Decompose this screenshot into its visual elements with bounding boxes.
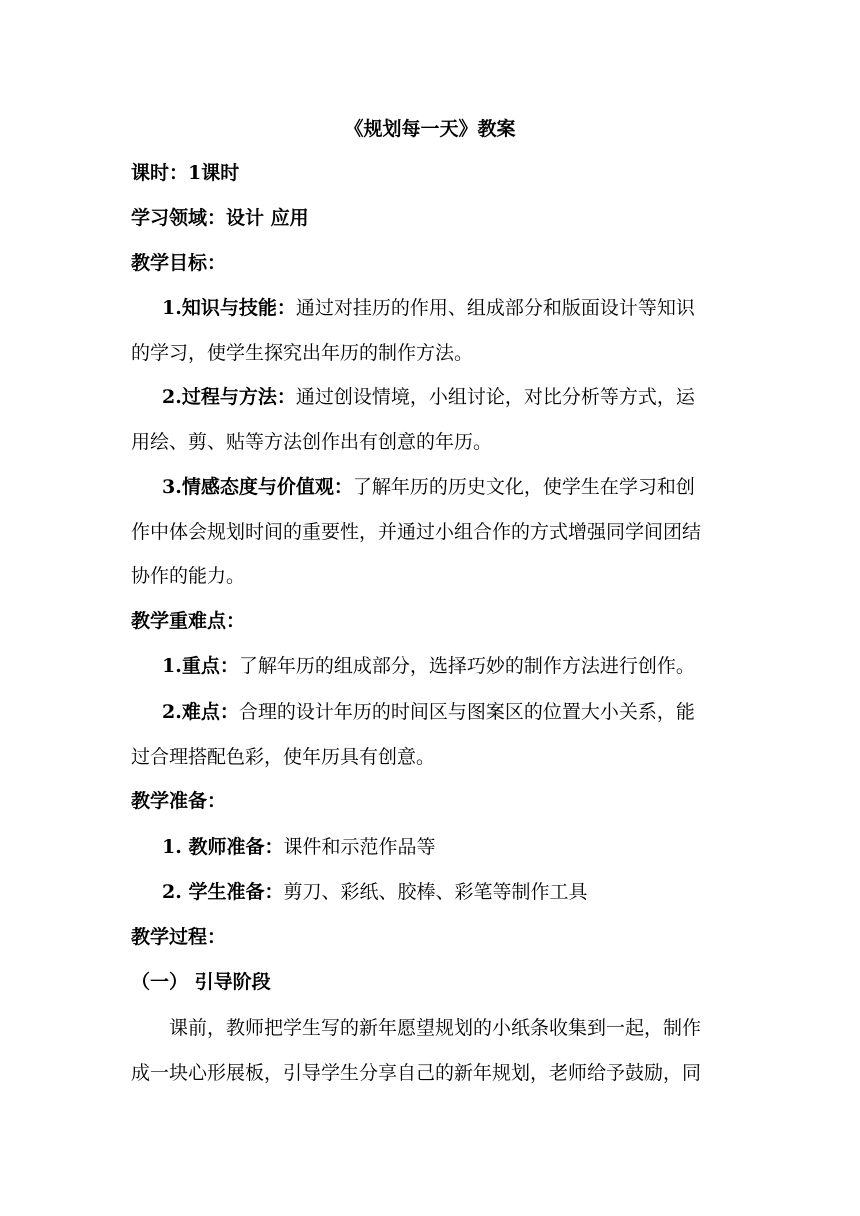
key-point-2-line-2: 过合理搭配色彩，使年历具有创意。: [131, 746, 436, 768]
objective-2-label: 2.过程与方法：: [162, 386, 296, 408]
objective-1-line-2: 的学习，使学生探究出年历的制作方法。: [131, 342, 474, 364]
learning-domain: 学习领域：设计 应用: [131, 207, 309, 229]
class-hours: 课时：1课时: [131, 162, 240, 184]
objective-1-text: 通过对挂历的作用、组成部分和版面设计等知识: [295, 297, 695, 319]
key-point-2-label: 2.难点：: [162, 701, 239, 723]
objective-1-label: 1.知识与技能：: [162, 297, 296, 319]
preparation-student-label: 2. 学生准备：: [162, 881, 284, 903]
stage-1-heading: （一） 引导阶段: [131, 971, 271, 993]
objective-3-line-3: 协作的能力。: [131, 565, 246, 587]
key-point-1: [162, 654, 730, 678]
objectives-heading: 教学目标：: [131, 252, 227, 274]
objective-3-text: 了解年历的历史文化，使学生在学习和创: [352, 476, 695, 498]
preparation-teacher-label: 1. 教师准备：: [162, 836, 284, 858]
preparation-student-text: 剪刀、彩纸、胶棒、彩笔等制作工具: [283, 881, 588, 903]
document-title: 《规划每一天》教案: [344, 118, 516, 140]
stage-1-line-2: 成一块心形展板，引导学生分享自己的新年规划，老师给予鼓励，同: [131, 1062, 702, 1084]
objective-1-line-1: [162, 296, 730, 320]
preparation-student: [162, 880, 730, 904]
objective-3-line-2: 作中体会规划时间的重要性，并通过小组合作的方式增强同学间团结: [131, 521, 702, 543]
preparation-heading: 教学准备：: [131, 790, 227, 812]
process-heading: 教学过程：: [131, 926, 227, 948]
key-point-1-label: 1.重点：: [162, 655, 239, 677]
objective-2-line-1: [162, 385, 730, 409]
key-points-heading: 教学重难点：: [131, 610, 246, 632]
key-point-2-text: 合理的设计年历的时间区与图案区的位置大小关系，能: [238, 701, 695, 723]
objective-2-text: 通过创设情境，小组讨论，对比分析等方式，运: [295, 386, 695, 408]
stage-1-line-1: 课前，教师把学生写的新年愿望规划的小纸条收集到一起，制作: [169, 1017, 702, 1039]
key-point-1-text: 了解年历的组成部分，选择巧妙的制作方法进行创作。: [238, 655, 695, 677]
objective-3-line-1: [162, 475, 730, 499]
key-point-2-line-1: [162, 700, 730, 724]
preparation-teacher-text: 课件和示范作品等: [283, 836, 436, 858]
objective-2-line-2: 用绘、剪、贴等方法创作出有创意的年历。: [131, 431, 493, 453]
preparation-teacher: [162, 835, 730, 859]
objective-3-label: 3.情感态度与价值观：: [162, 476, 353, 498]
